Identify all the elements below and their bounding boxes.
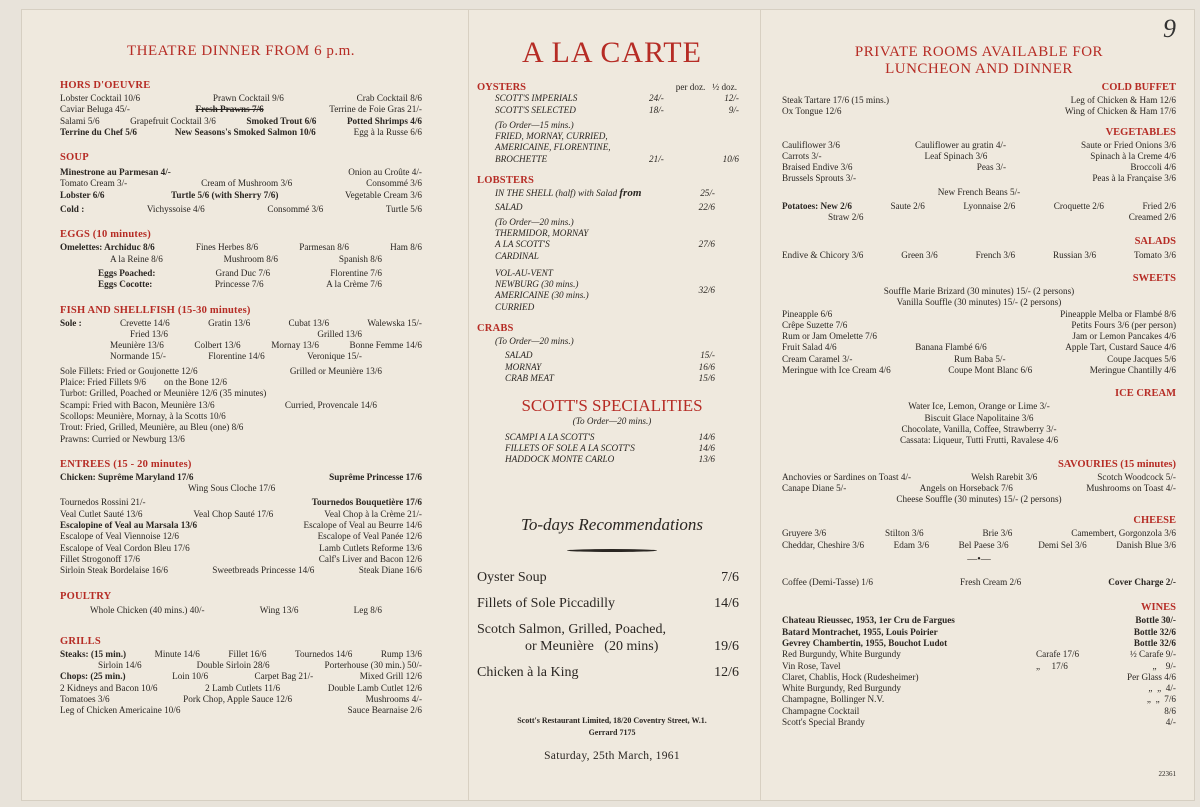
menu-line: BROCHETTE 21/- 10/6 <box>495 153 739 164</box>
poultry-title: POULTRY <box>60 590 112 602</box>
wine-line: White Burgundy, Red Burgundy „ „ 4/- <box>782 683 1176 694</box>
page-number: 9 <box>1163 14 1176 43</box>
menu-line: Endive & Chicory 3/6 Green 3/6 French 3/6 Russian 3/6 Tomato 3/6 <box>782 249 1176 260</box>
menu-line: SCOTT'S SELECTED 18/- 9/- <box>495 104 739 115</box>
menu-line: Canape Diane 5/- Angels on Horseback 7/6 Mushrooms on Toast 4/- <box>782 482 1176 493</box>
menu-line: Coffee (Demi-Tasse) 1/6 Fresh Cream 2/6 Cover Charge 2/- <box>782 577 1176 588</box>
menu-line: Cassata: Liqueur, Tutti Frutti, Ravalese 4/6 <box>899 435 1059 446</box>
menu-line: 2 Kidneys and Bacon 10/6 2 Lamb Cutlets 11/6 Double Lamb Cutlet 12/6 <box>60 682 422 693</box>
entrees-title: ENTREES (15 - 20 minutes) <box>60 458 192 470</box>
eggs-title: EGGS (10 minutes) <box>60 229 151 241</box>
menu-line: Lobster Cocktail 10/6 Prawn Cocktail 9/6 Crab Cocktail 8/6 <box>60 93 422 103</box>
cheese-title: CHEESE <box>1133 515 1176 527</box>
wine-line: Champagne, Bollinger N.V. „ „ 7/6 <box>782 694 1176 705</box>
menu-line: Wing Sous Cloche 17/6 <box>188 483 276 494</box>
oysters-section <box>477 82 747 165</box>
menu-line: Eggs Poached: Grand Duc 7/6 Florentine 7/6 <box>98 267 382 278</box>
menu-line: Water Ice, Lemon, Orange or Lime 3/- <box>908 401 1050 412</box>
menu-line: Prawns: Curried or Newburg 13/6 <box>60 433 185 444</box>
wine-line: Batard Montrachet, 1955, Louis Poirier Bottle 32/6 <box>782 626 1176 637</box>
restaurant-phone: Gerrard 7175 <box>588 727 636 737</box>
menu-line: Turbot: Grilled, Poached or Meunière 12/6 (35 minutes) <box>60 388 267 399</box>
menu-line: Cheese Souffle (30 minutes) 15/- (2 persons) <box>896 494 1062 505</box>
menu-line: Salami 5/6 Grapefruit Cocktail 3/6 Smoked Trout 6/6 Potted Shrimps 4/6 <box>60 115 422 126</box>
grills-title: GRILLS <box>60 635 101 647</box>
menu-line: Veal Cutlet Sauté 13/6 Veal Chop Sauté 17/6 Veal Chop à la Crème 21/- <box>60 508 422 519</box>
lobster-order-note: (To Order—20 mins.) <box>495 216 574 227</box>
menu-line: Straw 2/6 Creamed 2/6 <box>828 212 1176 223</box>
middle-panel <box>477 10 747 800</box>
menu-line: Eggs Cocotte: Princesse 7/6 A la Crème 7/6 <box>98 279 382 290</box>
ice-cream-title: ICE CREAM <box>1115 388 1176 400</box>
wine-line: Claret, Chablis, Hock (Rudesheimer) Per Glass 4/6 <box>782 671 1176 682</box>
left-panel <box>60 10 422 800</box>
soup-title: SOUP <box>60 152 89 164</box>
menu-line: IN THE SHELL (half) with Salad from 25/- <box>495 187 715 200</box>
menu-line: MORNAY 16/6 <box>505 361 715 372</box>
recommendation-item: Chicken à la King 12/6 <box>477 665 739 681</box>
restaurant-address: Scott's Restaurant Limited, 18/20 Coventry Street, W.1. <box>517 716 707 726</box>
crabs-title: CRABS <box>477 323 514 335</box>
menu-line: Steak Tartare 17/6 (15 mins.) Leg of Chicken & Ham 12/6 <box>782 95 1176 105</box>
menu-line: Cold : Vichyssoise 4/6 Consommé 3/6 Turtle 5/6 <box>60 204 422 215</box>
menu-line: Meunière 13/6 Colbert 13/6 Mornay 13/6 Bonne Femme 14/6 <box>110 340 422 351</box>
private-rooms-subheader: LUNCHEON AND DINNER <box>885 61 1073 77</box>
wine-line: Scott's Special Brandy 4/- <box>782 716 1176 727</box>
menu-line: Tomatoes 3/6 Pork Chop, Apple Sauce 12/6 Mushrooms 4/- <box>60 693 422 704</box>
sweets-title: SWEETS <box>1132 272 1176 284</box>
lobsters-title: LOBSTERS <box>477 175 535 187</box>
menu-line: Escalopine of Veal au Marsala 13/6 Escalope of Veal au Beurre 14/6 <box>60 520 422 531</box>
menu-line: Steaks: (15 min.) Minute 14/6 Fillet 16/6 Tournedos 14/6 Rump 13/6 <box>60 648 422 659</box>
menu-line: FRIED, MORNAY, CURRIED, <box>495 131 608 142</box>
lobster-group-2: VOL-AU-VENT NEWBURG (30 mins.) AMERICAINE (30 mins.) CURRIED 32/6 <box>495 267 715 312</box>
oysters-title: OYSTERS <box>477 82 527 93</box>
menu-line: Cream Caramel 3/- Rum Baba 5/- Coupe Jacques 5/6 <box>782 353 1176 364</box>
wine-line: Chateau Rieussec, 1953, 1er Cru de Fargues Bottle 30/- <box>782 615 1176 626</box>
menu-line: Sole : Crevette 14/6 Gratin 13/6 Cubat 13/6 Walewska 15/- <box>60 317 422 328</box>
recommendation-item: Oyster Soup 7/6 <box>477 570 739 586</box>
menu-line: Normande 15/- Florentine 14/6 Veronique 15/- <box>110 351 362 362</box>
menu-line: Terrine du Chef 5/6 New Seasons's Smoked Salmon 10/6 Egg à la Russe 6/6 <box>60 126 422 137</box>
menu-line: Pineapple 6/6 Pineapple Melba or Flambé 8/6 <box>782 308 1176 319</box>
per-doz-label: per doz. <box>675 82 706 92</box>
hors-oeuvre-title: HORS D'OEUVRE <box>60 80 151 91</box>
menu-line: FILLETS OF SOLE A LA SCOTT'S 14/6 <box>505 442 715 453</box>
menu-line: Tomato Cream 3/- Cream of Mushroom 3/6 Consommé 3/6 <box>60 178 422 189</box>
menu-line: Escalope of Veal Cordon Bleu 17/6 Lamb Cutlets Reforme 13/6 <box>60 542 422 553</box>
a-la-carte-title: A LA CARTE <box>522 36 702 69</box>
menu-line: SCOTT'S IMPERIALS 24/- 12/- <box>495 93 739 104</box>
menu-line: Meringue with Ice Cream 4/6 Coupe Mont Blanc 6/6 Meringue Chantilly 4/6 <box>782 365 1176 376</box>
menu-line: Potatoes: New 2/6 Saute 2/6 Lyonnaise 2/6 Croquette 2/6 Fried 2/6 <box>782 201 1176 212</box>
recommendations-title: To-days Recommendations <box>520 515 704 535</box>
lobster-group-1: THERMIDOR, MORNAY A LA SCOTT'S CARDINAL 27/6 <box>495 227 715 261</box>
recommendation-item: Fillets of Sole Piccadilly 14/6 <box>477 596 739 612</box>
menu-line: Anchovies or Sardines on Toast 4/- Welsh Rarebit 3/6 Scotch Woodcock 5/- <box>782 471 1176 482</box>
menu-line: Chocolate, Vanilla, Coffee, Strawberry 3/- <box>901 423 1057 434</box>
menu-line: SALAD 15/- <box>505 350 715 361</box>
menu-line: Lobster 6/6 Turtle 5/6 (with Sherry 7/6) Vegetable Cream 3/6 <box>60 189 422 200</box>
menu-line: Braised Endive 3/6 Peas 3/- Broccoli 4/6 <box>782 162 1176 173</box>
menu-line: Trout: Fried, Grilled, Meunière, au Bleu (one) 8/6 <box>60 422 244 433</box>
menu-line: Cheddar, Cheshire 3/6 Edam 3/6 Bel Paese 3/6 Demi Sel 3/6 Danish Blue 3/6 <box>782 539 1176 550</box>
recommendation-item: or Meunière (20 mins) 19/6 <box>525 639 739 655</box>
menu-line: Fried 13/6 Grilled 13/6 <box>130 328 362 339</box>
menu-line: SCAMPI A LA SCOTT'S 14/6 <box>505 431 715 442</box>
oyster-order-note: (To Order—15 mins.) <box>495 119 574 130</box>
vegetables-title: VEGETABLES <box>1105 126 1176 138</box>
savouries-title: SAVOURIES (15 minutes) <box>1057 458 1176 470</box>
specialities-order-note: (To Order—20 mins.) <box>572 416 652 427</box>
menu-line: HADDOCK MONTE CARLO 13/6 <box>505 454 715 465</box>
print-reference: 22361 <box>1158 770 1176 778</box>
menu-card <box>22 10 1194 800</box>
menu-line: A la Reine 8/6 Mushroom 8/6 Spanish 8/6 <box>110 253 382 264</box>
cold-buffet-title: COLD BUFFET <box>1101 82 1176 93</box>
menu-line: Crêpe Suzette 7/6 Petits Fours 3/6 (per person) <box>782 319 1176 330</box>
crab-order-note: (To Order—20 mins.) <box>495 336 574 347</box>
menu-line: Rum or Jam Omelette 7/6 Jam or Lemon Pancakes 4/6 <box>782 331 1176 342</box>
menu-line: Leg of Chicken Americaine 10/6 Sauce Bearnaise 2/6 <box>60 705 422 716</box>
recommendation-item: Scotch Salmon, Grilled, Poached, <box>477 622 666 638</box>
specialities-title: SCOTT'S SPECIALITIES <box>521 396 703 416</box>
wine-line: Red Burgundy, White Burgundy Carafe 17/6 ½ Carafe 9/- <box>782 649 1176 660</box>
menu-line: Sole Fillets: Fried or Goujonette 12/6 Grilled or Meunière 13/6 <box>60 365 382 376</box>
menu-line: Biscuit Glace Napolitaine 3/6 <box>924 412 1034 423</box>
menu-line: Chops: (25 min.) Loin 10/6 Carpet Bag 21/- Mixed Grill 12/6 <box>60 671 422 682</box>
menu-line: Sirloin Steak Bordelaise 16/6 Sweetbreads Princesse 14/6 Steak Diane 16/6 <box>60 565 422 576</box>
menu-line: Gruyere 3/6 Stilton 3/6 Brie 3/6 Camembert, Gorgonzola 3/6 <box>782 528 1176 539</box>
menu-line: Whole Chicken (40 mins.) 40/- Wing 13/6 Leg 8/6 <box>90 604 382 615</box>
menu-line: Plaice: Fried Fillets 9/6 on the Bone 12/6 <box>60 377 228 388</box>
half-doz-label: ½ doz. <box>712 82 737 92</box>
menu-line: Souffle Marie Brizard (30 minutes) 15/- (2 persons) <box>883 285 1075 296</box>
menu-line: New French Beans 5/- <box>937 186 1021 197</box>
menu-line: Carrots 3/- Leaf Spinach 3/6 Spinach à la Creme 4/6 <box>782 150 1176 161</box>
ornament-divider <box>477 535 747 565</box>
menu-line: Caviar Beluga 45/- Fresh Prawns 7/6 Terrine de Foie Gras 21/- <box>60 104 422 115</box>
fish-title: FISH AND SHELLFISH (15-30 minutes) <box>60 304 251 316</box>
wine-line: Vin Rose, Tavel „ 17/6 „ 9/- <box>782 660 1176 671</box>
menu-line: AMERICAINE, FLORENTINE, <box>495 142 611 153</box>
wine-line: Champagne Cocktail 8/6 <box>782 705 1176 716</box>
menu-line: Chicken: Suprême Maryland 17/6 Suprême Princesse 17/6 <box>60 471 422 482</box>
menu-line: Tournedos Rossini 21/- Tournedos Bouquetière 17/6 <box>60 497 422 508</box>
menu-line: Cauliflower 3/6 Cauliflower au gratin 4/- Saute or Fried Onions 3/6 <box>782 139 1176 150</box>
fold-line-right <box>760 10 761 800</box>
menu-line: Scollops: Meunière, Mornay, à la Scotts 10/6 <box>60 410 226 421</box>
menu-line: Fruit Salad 4/6 Banana Flambé 6/6 Apple Tart, Custard Sauce 4/6 <box>782 342 1176 353</box>
fold-line-left <box>468 10 469 800</box>
wine-line: Gevrey Chambertin, 1955, Bouchot Ludot Bottle 32/6 <box>782 637 1176 648</box>
menu-line: Ox Tongue 12/6 Wing of Chicken & Ham 17/6 <box>782 106 1176 117</box>
wines-title: WINES <box>1140 602 1176 614</box>
menu-date: Saturday, 25th March, 1961 <box>544 750 680 763</box>
divider-ornament: —•— <box>967 554 991 566</box>
menu-line: Scampi: Fried with Bacon, Meunière 13/6 Curried, Provencale 14/6 <box>60 399 377 410</box>
right-panel <box>782 10 1176 800</box>
menu-line: Vanilla Souffle (30 minutes) 15/- (2 persons) <box>896 297 1062 308</box>
menu-line: Sirloin 14/6 Double Sirloin 28/6 Porterhouse (30 min.) 50/- <box>98 660 422 671</box>
menu-line: CRAB MEAT 15/6 <box>505 372 715 383</box>
menu-line: Brussels Sprouts 3/- Peas à la Française 3/6 <box>782 173 1176 184</box>
theatre-dinner-header: THEATRE DINNER FROM 6 p.m. <box>126 43 355 59</box>
private-rooms-header: PRIVATE ROOMS AVAILABLE FOR <box>854 44 1104 60</box>
salads-title: SALADS <box>1134 235 1176 247</box>
menu-line: Fillet Strogonoff 17/6 Calf's Liver and Bacon 12/6 <box>60 553 422 564</box>
menu-line: Escalope of Veal Viennoise 12/6 Escalope of Veal Panée 12/6 <box>60 531 422 542</box>
menu-line: Omelettes: Archiduc 8/6 Fines Herbes 8/6 Parmesan 8/6 Ham 8/6 <box>60 242 422 253</box>
menu-line: SALAD 22/6 <box>495 202 715 213</box>
menu-line: Minestrone au Parmesan 4/- Onion au Croûte 4/- <box>60 167 422 178</box>
